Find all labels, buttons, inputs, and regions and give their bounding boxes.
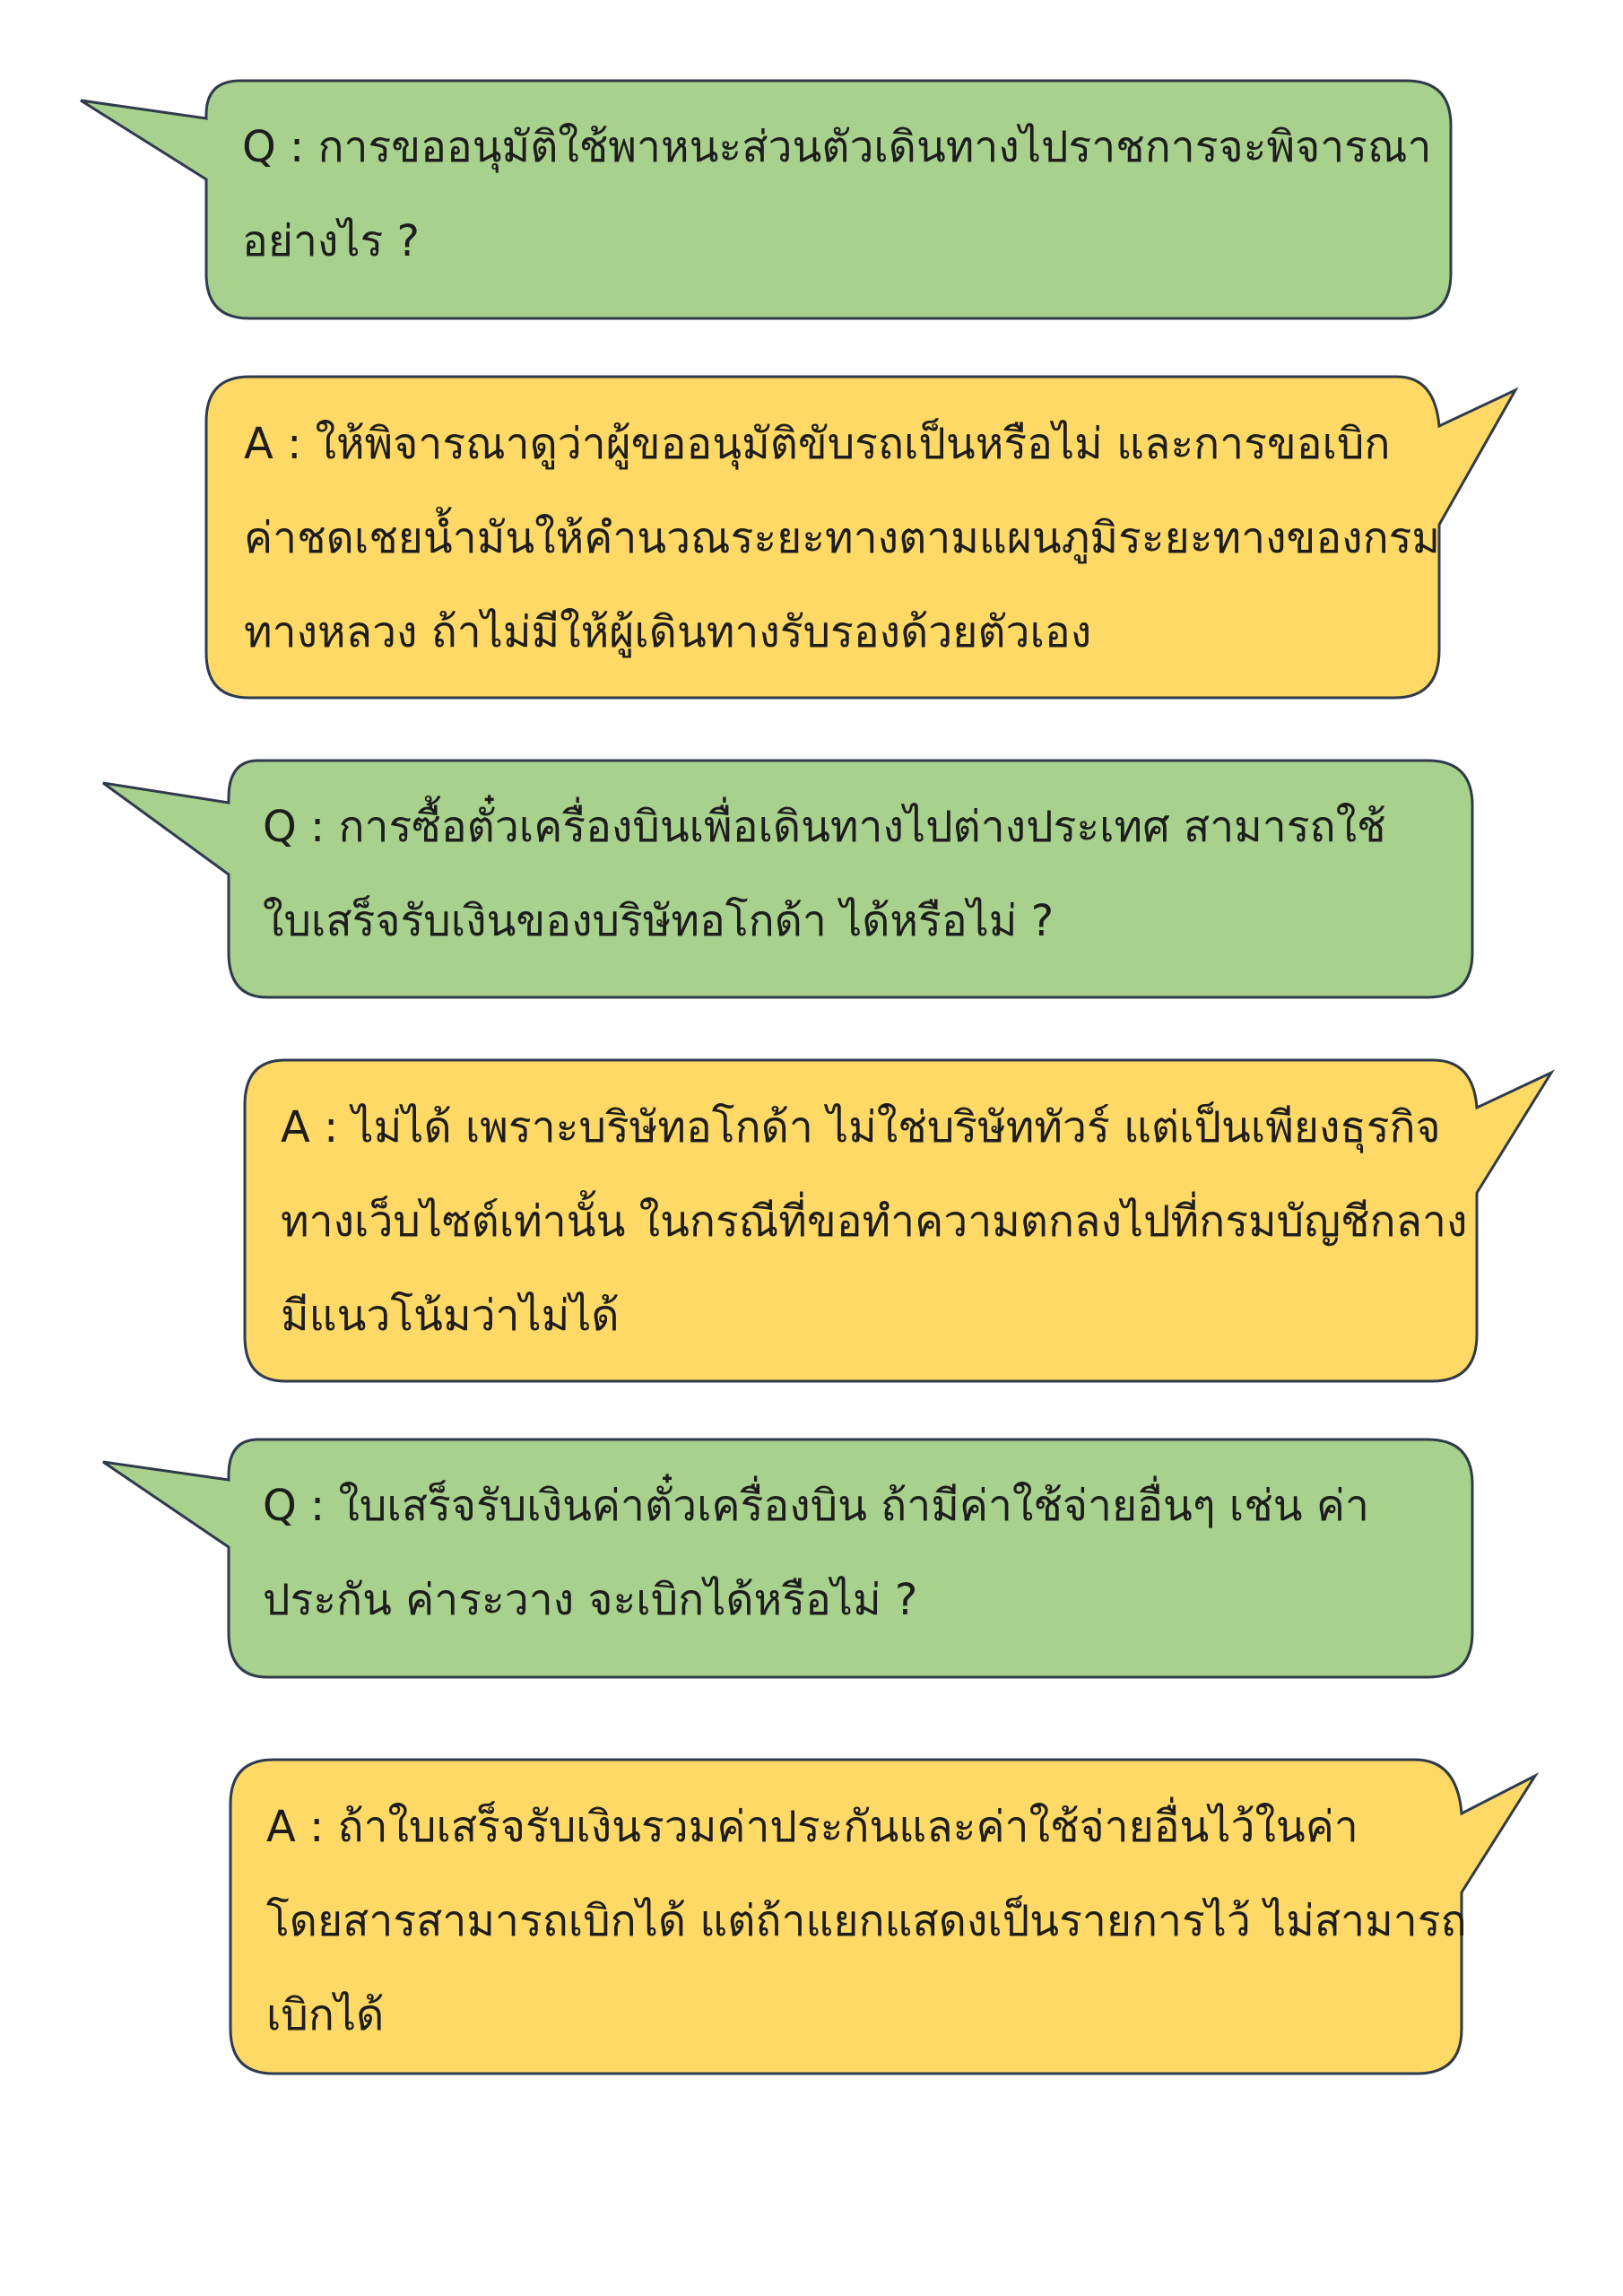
answer-1-line-3: ทางหลวง ถ้าไม่มีให้ผู้เดินทางรับรองด้วยตัวเอง [244, 607, 1092, 657]
question-1-line-2: อย่างไร ? [242, 216, 420, 266]
answer-2-line-1: A : ไม่ได้ เพราะบริษัทอโกด้า ไม่ใช่บริษัททัวร์ แต่เป็นเพียงธุรกิจ [281, 1102, 1441, 1152]
question-3-line-2: ประกัน ค่าระวาง จะเบิกได้หรือไม่ ? [263, 1575, 918, 1625]
question-3-text [263, 1459, 1369, 1648]
answer-3-line-2: โดยสารสามารถเบิกได้ แต่ถ้าแยกแสดงเป็นรายการไว้ ไม่สามารถ [266, 1896, 1467, 1946]
question-2-line-2: ใบเสร็จรับเงินของบริษัทอโกด้า ได้หรือไม่ ? [263, 896, 1055, 946]
answer-3-line-3: เบิกได้ [266, 1990, 385, 2040]
answer-3-line-1: A : ถ้าใบเสร็จรับเงินรวมค่าประกันและค่าใช้จ่ายอื่นไว้ในค่า [266, 1802, 1358, 1852]
question-1-line-1: Q : การขออนุมัติใช้พาหนะส่วนตัวเดินทางไปราชการจะพิจารณา [242, 122, 1432, 172]
answer-2-text [281, 1081, 1467, 1363]
question-2-text [263, 780, 1386, 969]
answer-3-text [266, 1780, 1467, 2063]
question-3-line-1: Q : ใบเสร็จรับเงินค่าตั๋วเครื่องบิน ถ้ามีค่าใช้จ่ายอื่นๆ เช่น ค่า [263, 1481, 1369, 1531]
answer-1-line-1: A : ให้พิจารณาดูว่าผู้ขออนุมัติขับรถเป็นหรือไม่ และการขอเบิก [244, 419, 1391, 469]
answer-1-text [244, 397, 1440, 680]
answer-1-line-2: ค่าชดเชยน้ำมันให้คำนวณระยะทางตามแผนภูมิระยะทางของกรม [244, 513, 1441, 563]
answer-2-line-2: ทางเว็บไซต์เท่านั้น ในกรณีที่ขอทำความตกลงไปที่กรมบัญชีกลาง [281, 1196, 1468, 1247]
question-2-line-1: Q : การซื้อตั๋วเครื่องบินเพื่อเดินทางไปต่างประเทศ สามารถใช้ [263, 802, 1386, 852]
question-1-text [242, 100, 1431, 289]
answer-2-line-3: มีแนวโน้มว่าไม่ได้ [281, 1291, 620, 1341]
